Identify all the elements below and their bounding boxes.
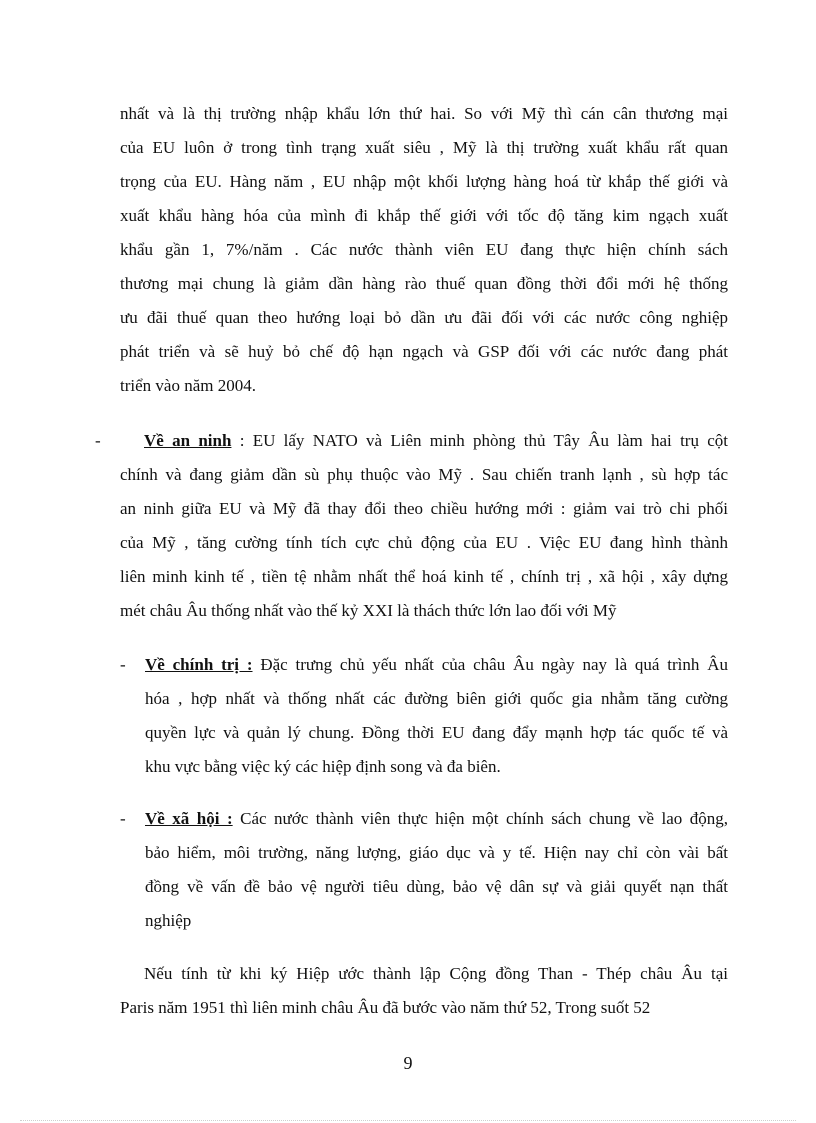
section-politics (145, 648, 728, 784)
text-line: nghiệp (145, 911, 192, 930)
text-line: chính và đang giảm dần sù phụ thuộc vào Mỹ . Sau chiến tranh lạnh , sù hợp tác (120, 465, 728, 484)
text-line: xuất khẩu hàng hóa của mình đi khắp thế giới với tốc độ tăng kim ngạch xuất (120, 206, 728, 225)
text-line: hóa , hợp nhất và thống nhất các đường biên giới quốc gia nhằm tăng cường (145, 689, 728, 708)
text-line (145, 802, 728, 836)
text-line: trọng của EU. Hàng năm , EU nhập một khối lượng hàng hoá từ khắp thế giới và (120, 172, 728, 191)
section-heading-security: Về an ninh (144, 431, 232, 450)
text-line: mét châu Âu thống nhất vào thế kỷ XXI là thách thức lớn lao đối với Mỹ (120, 601, 617, 620)
text-line: Paris năm 1951 thì liên minh châu Âu đã bước vào năm thứ 52, Trong suốt 52 (120, 998, 651, 1017)
text-line: thương mại chung là giảm dần hàng rào thuế quan đồng thời đổi mới hệ thống (120, 274, 728, 293)
text-run: : EU lấy NATO và Liên minh phòng thủ Tây Âu làm hai trụ cột (231, 431, 728, 450)
text-line: liên minh kinh tế , tiền tệ nhằm nhất thể hoá kinh tế , chính trị , xã hội , xây dựng (120, 567, 728, 586)
text-line: nhất và là thị trường nhập khẩu lớn thứ hai. So với Mỹ thì cán cân thương mại (120, 104, 728, 123)
page-bottom-divider (20, 1120, 796, 1121)
bullet-dash: - (120, 655, 126, 674)
section-heading-politics: Về chính trị : (145, 655, 253, 674)
text-line: khu vực bằng việc ký các hiệp định song và đa biên. (145, 757, 501, 776)
section-heading-society: Về xã hội : (145, 809, 233, 828)
text-line: của EU luôn ở trong tình trạng xuất siêu , Mỹ là thị trường xuất khẩu rất quan (120, 138, 728, 157)
bullet-dash: - (95, 431, 101, 450)
text-line (120, 424, 728, 458)
text-line: đồng về vấn đề bảo vệ người tiêu dùng, bảo vệ dân sự và giải quyết nạn thất (145, 877, 728, 896)
text-run: Đặc trưng chủ yếu nhất của châu Âu ngày nay là quá trình Âu (252, 655, 728, 674)
bullet-dash: - (120, 809, 126, 828)
text-line: Nếu tính từ khi ký Hiệp ước thành lập Cộng đồng Than - Thép châu Âu tại (144, 964, 728, 983)
text-line: của Mỹ , tăng cường tính tích cực chủ động của EU . Việc EU đang hình thành (120, 533, 728, 552)
text-line: quyền lực và quản lý chung. Đồng thời EU đang đẩy mạnh hợp tác quốc tế và (145, 723, 728, 742)
text-line: an ninh giữa EU và Mỹ đã thay đổi theo chiều hướng mới : giảm vai trò chi phối (120, 499, 728, 518)
text-line: triển vào năm 2004. (120, 376, 256, 395)
text-line: khẩu gần 1, 7%/năm . Các nước thành viên EU đang thực hiện chính sách (120, 240, 728, 259)
text-line (145, 648, 728, 682)
page-number: 9 (403, 1053, 413, 1073)
section-society (145, 802, 728, 938)
text-line: ưu đãi thuế quan theo hướng loại bỏ dần ưu đãi đối với các nước công nghiệp (120, 308, 728, 327)
paragraph-trade (120, 97, 728, 403)
text-run: Các nước thành viên thực hiện một chính sách chung về lao động, (232, 809, 728, 828)
section-security (120, 424, 728, 628)
text-line: phát triển và sẽ huỷ bỏ chế độ hạn ngạch và GSP đối với các nước đang phát (120, 342, 728, 361)
text-line: bảo hiểm, môi trường, năng lượng, giáo dục và y tế. Hiện nay chỉ còn vài bất (145, 843, 728, 862)
paragraph-history (120, 957, 728, 1025)
